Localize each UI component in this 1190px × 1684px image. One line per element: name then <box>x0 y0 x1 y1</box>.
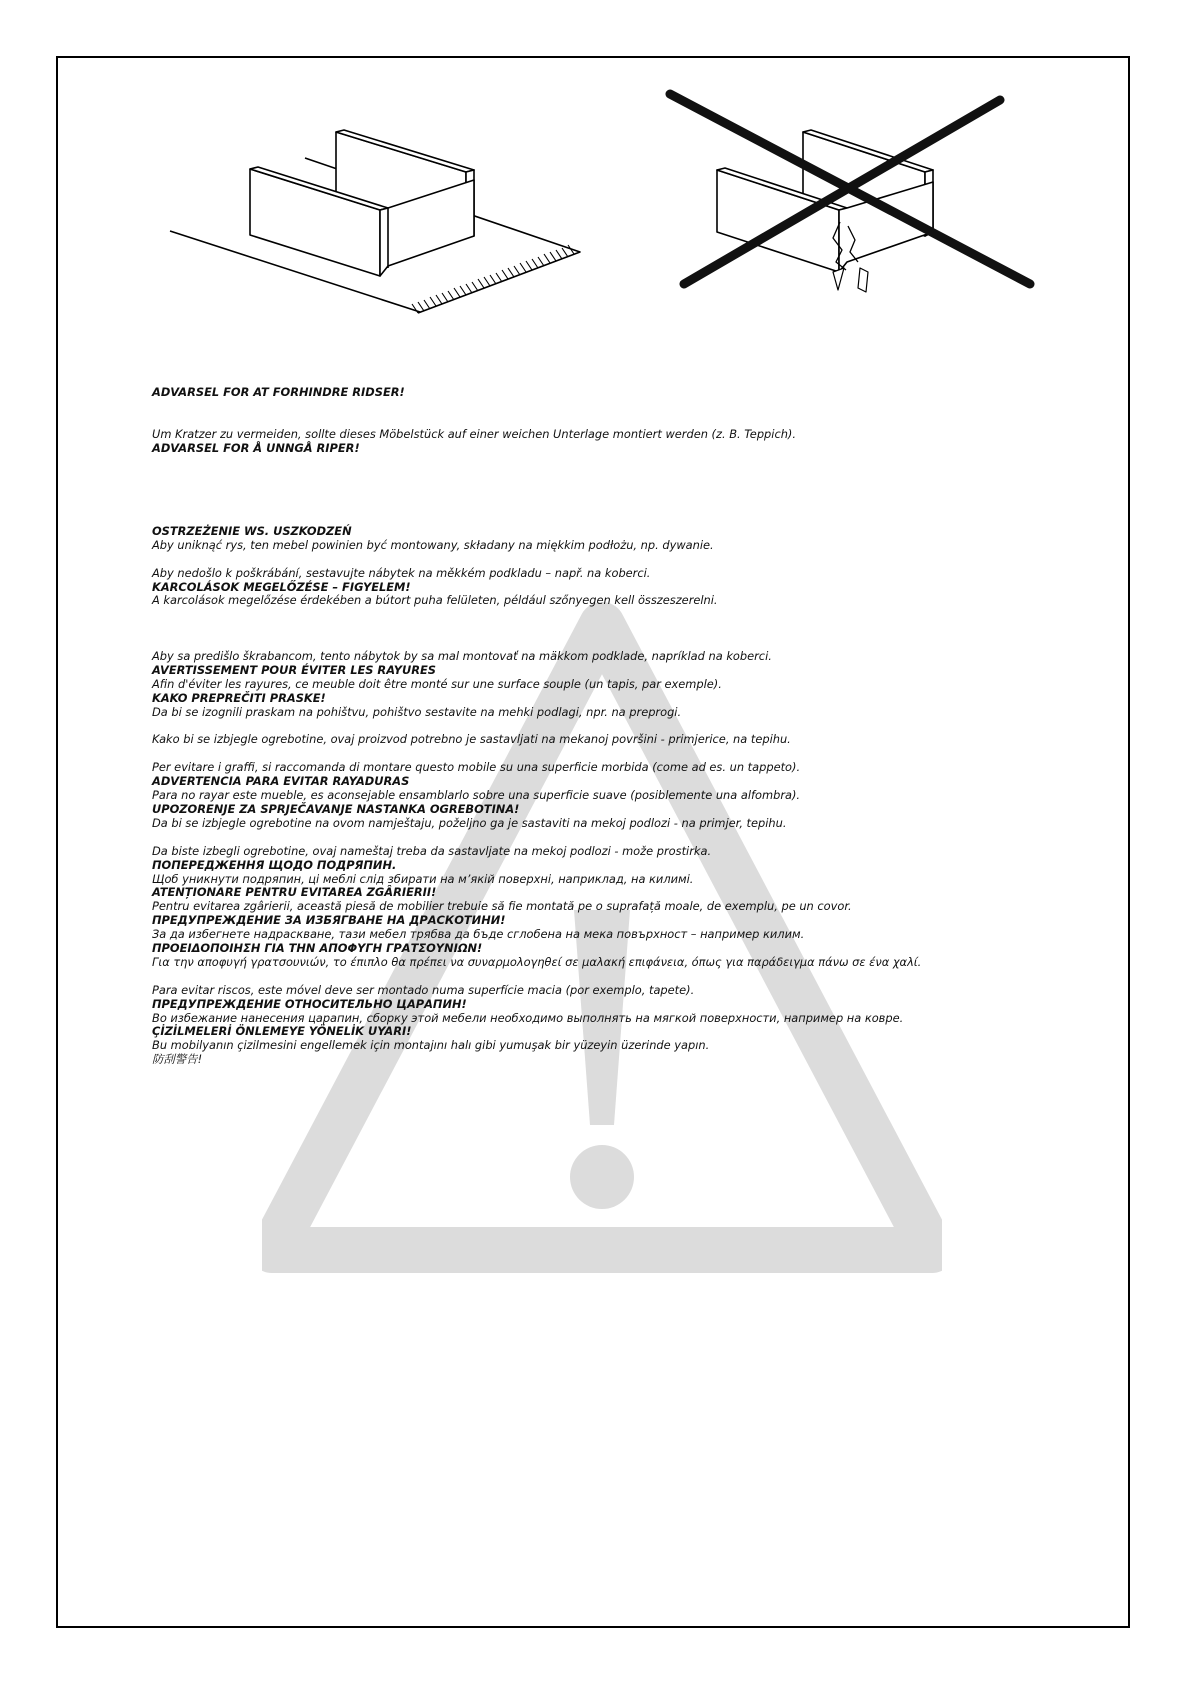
warning-text: 防刮警告! <box>152 1052 203 1067</box>
blank-line <box>152 747 1052 761</box>
blank-line <box>152 553 1052 567</box>
blank-line <box>152 400 1052 414</box>
warning-text-block <box>152 386 1052 1067</box>
warning-heading: KAKO PREPREČITI PRASKE! <box>152 690 326 705</box>
warning-text: Um Kratzer zu vermeiden, sollte dieses Möbelstück auf einer weichen Unterlage montiert werden (z. B. Teppich). <box>152 426 796 441</box>
blank-line <box>152 511 1052 525</box>
blank-line <box>152 414 1052 428</box>
blank-line <box>152 497 1052 511</box>
warning-heading: ADVARSEL FOR Å UNNGÅ RIPER! <box>152 440 360 455</box>
warning-text: Во избежание нанесения царапин, сборку этой мебели необходимо выполнять на мягкой поверхности, например на ковре. <box>152 1010 904 1025</box>
warning-text: Da bi se izbjegle ogrebotine na ovom namještaju, poželjno ga je sastaviti na mekoj podlozi - na primjer, tepihu. <box>152 815 787 830</box>
warning-text: Για την αποφυγή γρατσουνιών, το έπιπλο θα πρέπει να συναρμολογηθεί σε μαλακή επιφάνεια, όπως για παράδειγμα πάνω σε ένα χαλί. <box>152 954 922 969</box>
warning-heading: ADVARSEL FOR AT FORHINDRE RIDSER! <box>152 385 405 399</box>
warning-text: Afin d'éviter les rayures, ce meuble doit être monté sur une surface souple (un tapis, par exemple). <box>152 676 722 691</box>
warning-heading: OSTRZEŻENIE WS. USZKODZEŃ <box>152 523 352 538</box>
blank-line <box>152 970 1052 984</box>
warning-text: Kako bi se izbjegle ogrebotine, ovaj proizvod potrebno je sastavljati na mekanoj površini - primjerice, na tepihu. <box>152 732 791 747</box>
warning-text: Aby sa predišlo škrabancom, tento nábytok by sa mal montovať na mäkkom podklade, napríklad na koberci. <box>152 649 772 664</box>
warning-heading: ATENȚIONARE PENTRU EVITAREA ZGÂRIERII! <box>152 885 437 900</box>
blank-line <box>152 608 1052 622</box>
warning-text: Da biste izbegli ogrebotine, ovaj nameštaj treba da sastavljate na mekoj podlozi - može prostirka. <box>152 843 712 858</box>
warning-text: Pentru evitarea zgârierii, această piesă de mobilier trebuie să fie montată pe o suprafață moale, de exemplu, pe un covor. <box>152 899 852 914</box>
blank-line <box>152 720 1052 734</box>
warning-text: За да избегнете надраскване, тази мебел трябва да бъде сглобена на мека повърхност – например килим. <box>152 927 805 942</box>
warning-heading: ΠΡΟΕΙΔΟΠΟΙΗΣΗ ΓΙΑ ΤΗΝ ΑΠΟΦΥΓΗ ΓΡΑΤΣΟΥΝΙΩΝ! <box>152 941 483 956</box>
warning-heading: ADVERTENCIA PARA EVITAR RAYADURAS <box>152 774 410 789</box>
warning-heading: KARCOLÁSOK MEGELŐZÉSE – FIGYELEM! <box>152 579 411 594</box>
warning-text: Da bi se izognili praskam na pohištvu, pohištvo sestavite na mehki podlagi, npr. na preprogi. <box>152 704 682 719</box>
warning-text: Para no rayar este mueble, es aconsejable ensamblarlo sobre una superficie suave (posiblemente una alfombra). <box>152 788 801 803</box>
blank-line <box>152 469 1052 483</box>
warning-text: Per evitare i graffi, si raccomanda di montare questo mobile su una superficie morbida (come ad es. un tappeto). <box>152 760 801 775</box>
warning-text: Aby uniknąć rys, ten mebel powinien być montowany, składany na miękkim podłożu, np. dywanie. <box>152 537 714 552</box>
warning-text: A karcolások megelőzése érdekében a bútort puha felületen, például szőnyegen kell összeszerelni. <box>152 593 718 608</box>
warning-text: Aby nedošlo k poškrábání, sestavujte nábytek na měkkém podkladu – např. na koberci. <box>152 565 651 580</box>
warning-text: Щоб уникнути подряпин, ці меблі слід збирати на м’якій поверхні, наприклад, на килимі. <box>152 871 694 886</box>
warning-text: Para evitar riscos, este móvel deve ser montado numa superfície macia (por exemplo, tapete). <box>152 982 695 997</box>
warning-heading: ПРЕДУПРЕЖДЕНИЕ ОТНОСИТЕЛЬНО ЦАРАПИН! <box>152 996 467 1011</box>
warning-heading: ÇİZİLMELERİ ÖNLEMEYE YÖNELİK UYARI! <box>152 1024 412 1039</box>
furniture-on-rug-icon <box>170 130 580 313</box>
warning-heading: ПРЕДУПРЕЖДЕНИЕ ЗА ИЗБЯГВАНЕ НА ДРАСКОТИНИ! <box>152 913 506 928</box>
blank-line <box>152 636 1052 650</box>
warning-text: Bu mobilyanın çizilmesini engellemek için montajını halı gibi yumuşak bir yüzeyin üzerinde yapın. <box>152 1038 710 1053</box>
furniture-on-hard-floor-crossed-icon <box>670 94 1030 292</box>
warning-heading: ПОПЕРЕДЖЕННЯ ЩОДО ПОДРЯПИН. <box>152 857 397 872</box>
blank-line <box>152 831 1052 845</box>
warning-heading: AVERTISSEMENT POUR ÉVITER LES RAYURES <box>152 662 436 677</box>
blank-line <box>152 456 1052 470</box>
warning-heading: UPOZORENJE ZA SPRJEČAVANJE NASTANKA OGREBOTINA! <box>152 801 520 816</box>
blank-line <box>152 483 1052 497</box>
blank-line <box>152 622 1052 636</box>
